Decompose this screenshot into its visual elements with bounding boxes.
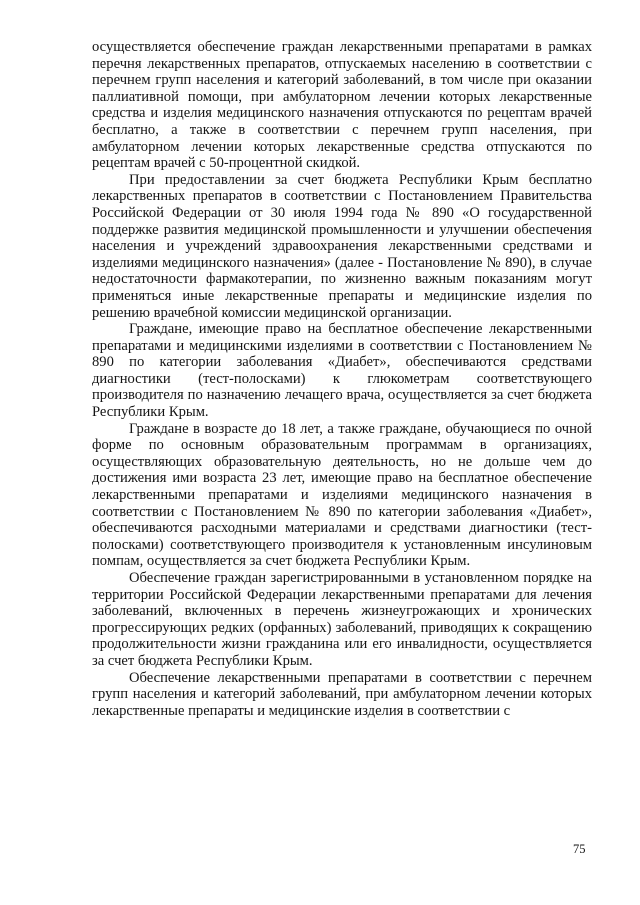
document-body: [92, 39, 592, 719]
page-number: 75: [573, 842, 586, 856]
paragraph-medication-provision: Обеспечение лекарственными препаратами в соответствии с перечнем групп населения и категорий заболеваний, при амбулаторном лечении которых лекарственные препараты и медицинские изделия в соответствии с: [92, 669, 592, 719]
paragraph-budget-provision: При предоставлении за счет бюджета Республики Крым бесплатно лекарственных препаратов в соответствии с Постановлением Правительства Российской Федерации от 30 июля 1994 года № 890 «О государственной поддержке развития медицинской промышленности и улучшении обеспечения населения и учреждений здравоохранения лекарственными средствами и изделиями медицинского назначения» (далее - Постановление № 890), в случае недостаточности фармакотерапии, по жизненно важным показаниям могут применяться иные лекарственные препараты и медицинские изделия по решению врачебной комиссии медицинской организации.: [92, 171, 592, 321]
paragraph-orphan-diseases: Обеспечение граждан зарегистрированными в установленном порядке на территории Российской Федерации лекарственными препаратами для лечения заболеваний, включенных в перечень жизнеугрожающих и хронических прогрессирующих редких (орфанных) заболеваний, приводящих к сокращению продолжительности жизни гражданина или его инвалидности, осуществляется за счет бюджета Республики Крым.: [92, 570, 592, 669]
paragraph-continuation: осуществляется обеспечение граждан лекарственными препаратами в рамках перечня лекарственных препаратов, отпускаемых населению в соответствии с перечнем групп населения и категорий заболеваний, в том числе при оказании паллиативной помощи, при амбулаторном лечении которых лекарственные средства и изделия медицинского назначения отпускаются по рецептам врачей бесплатно, а также в соответствии с перечнем групп населения, при амбулаторном лечении которых лекарственные средства отпускаются по рецептам врачей с 50-процентной скидкой.: [92, 39, 592, 172]
paragraph-diabetes-test-strips: Граждане, имеющие право на бесплатное обеспечение лекарственными препаратами и медицинскими изделиями в соответствии с Постановлением № 890 по категории заболевания «Диабет», обеспечиваются средствами диагностики (тест-полосками) к глюкометрам соответствующего производителя по назначению лечащего врача, осуществляется за счет бюджета Республики Крым.: [92, 321, 592, 421]
paragraph-insulin-pumps: Граждане в возрасте до 18 лет, а также граждане, обучающиеся по очной форме по основным образовательным программам в организациях, осуществляющих образовательную деятельность, но не дольше чем до достижения ими возраста 23 лет, имеющие право на бесплатное обеспечение лекарственными препаратами и изделиями медицинского назначения в соответствии с Постановлением № 890 по категории заболевания «Диабет», обеспечиваются расходными материалами и средствами диагностики (тест-полосками) соответствующего производителя к установленным инсулиновым помпам, осуществляется за счет бюджета Республики Крым.: [92, 420, 592, 570]
